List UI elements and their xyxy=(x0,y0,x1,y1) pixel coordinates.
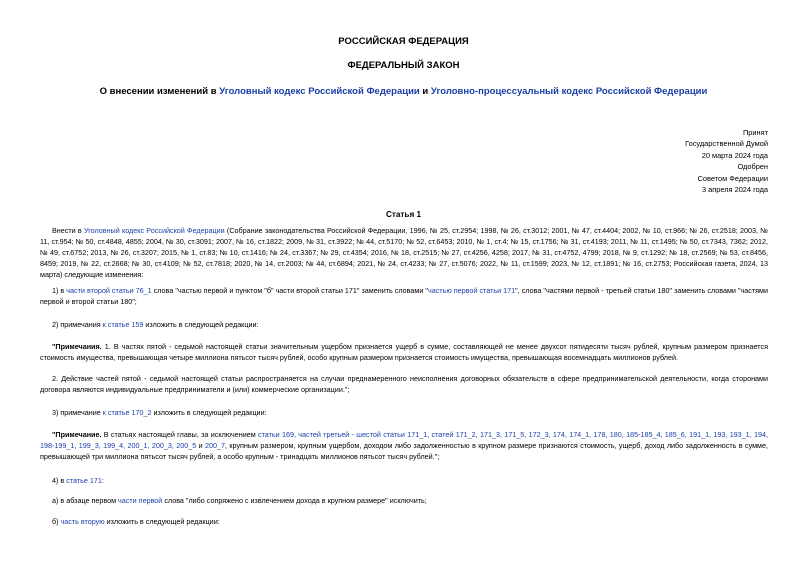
item-4b xyxy=(40,517,768,528)
adopted-by: Государственной Думой xyxy=(685,139,768,149)
item-3-text-2: изложить в следующей редакции: xyxy=(151,408,267,417)
item-4 xyxy=(40,476,768,487)
approved-date: 3 апреля 2024 года xyxy=(701,185,768,195)
item-1-text-2: слова "частью первой и пунктом "б" части второй статьи 171" заменить словами " xyxy=(151,286,428,295)
note-170-2 xyxy=(40,430,768,463)
adopted-date: 20 марта 2024 года xyxy=(701,150,768,160)
note-159-heading: "Примечания. xyxy=(52,342,102,351)
item-4a-text-2: слова "либо сопряжено с извлечением дохода в крупном размере" исключить; xyxy=(162,496,427,505)
title-mid: и xyxy=(419,86,431,97)
country-heading: РОССИЙСКАЯ ФЕДЕРАЦИЯ xyxy=(338,36,469,47)
note-170-2-text-3: , крупным размером, крупным ущербом, доходом либо задолженностью в крупном размере признаются стоимость, ущерб, доход либо задолженность в сумме, превышающей три миллиона пятьсот тысяч рублей, а особо крупным - тринадцать миллионов пятьсот тысяч рублей."; xyxy=(40,440,768,461)
intro-text-2: (Собрание законодательства Российской Федерации, 1996, № 25, ст.2954; 1998, № 26, ст.3012; 2001, № 47, ст.4404; 2002, № 10, ст.966; № 26, ст.2518; 2003, № 11, ст.954; № 50, ст.4848, 4855; 2004, № 30, ст.3091; 2007, № 16, ст.1822; 2009, № 31, ст.3922; № 44, ст.5170; № 52, ст.6453; 2010, № 1, ст.4; № 15, ст.1756; № 31, ст.4193; 2011, № 11, ст.1495; № 50, ст.7343, 7362; 2012, № 49, ст.6752; 2013, № 26, ст.3207; 2015, № 1, ст.83; № 10, ст.1416; № 24, ст.3367; № 29, ст.4354; 2016, № 18, ст.2515; № 27, ст.4256, 4258; 2017, № 31, ст.4752, 4799; 2018, № 9, ст.1292; № 18, ст.2569; № 53, ст.8456, 8459; 2019, № 22, ст.2668; № 30, ст.4109; № 52, ст.7818; 2020, № 14, ст.2003; № 44, ст.6894; 2021, № 24, ст.4233; № 27, ст.5076; 2022, № 11, ст.1599; 2023, № 12, ст.1891; № 16, ст.2753; Российская газета, 2024, 13 марта) следующие изменения: xyxy=(40,226,768,279)
note-159-1 xyxy=(40,342,768,364)
note-159-2-text: 2. Действие частей пятой - седьмой настоящей статьи распространяется на случаи преднамеренного неисполнения договорных обязательств в сфере предпринимательской деятельности, когда сторонами договора являются индивидуальные предприниматели и (или) коммерческие организации."; xyxy=(40,374,768,394)
law-title xyxy=(0,86,807,97)
item-3-link[interactable]: к статье 170_2 xyxy=(102,408,152,417)
item-1-text-3: ", слова "частями первой - третьей статьи 180" заменить словами "частями первой и второй статьи 180"; xyxy=(40,286,768,306)
note-159-1-text: 1. В частях пятой - седьмой настоящей статьи значительным ущербом признается ущерб в сумме, составляющей не менее двухсот пятидесяти тысяч рублей, крупным размером признается стоимость имущества, превышающая четыре миллиона пятьсот тысяч рублей, особо крупным размером признается стоимость имущества, превышающая восемнадцать миллионов рублей. xyxy=(40,342,768,362)
item-4b-text-2: изложить в следующей редакции: xyxy=(104,517,220,526)
note-170-2-text-2: и xyxy=(196,440,205,450)
note-159-2 xyxy=(40,374,768,396)
item-2-text-2: изложить в следующей редакции: xyxy=(143,320,259,329)
title-prefix: О внесении изменений в xyxy=(99,86,220,97)
note-170-2-link[interactable]: статьи 169, частей третьей - шестой статьи 171_1, статей 171_2, 171_3, 171_5, 172_3, 174, 174_1, 178, 180, 185-185_4, 185_6, 191_1, 193, 193_1, 194, 198-199_1, 199_3, 199_4, 200_1, 200_3, 200_5 xyxy=(40,430,768,450)
item-3 xyxy=(40,408,768,419)
intro-code-link[interactable]: Уголовный кодекс Российской Федерации xyxy=(83,226,225,235)
note-170-2-heading: "Примечание. xyxy=(52,430,102,439)
intro-text-1: Внести в xyxy=(52,226,84,235)
item-1-link-1[interactable]: части второй статьи 76_1 xyxy=(66,286,152,295)
item-2-text-1: 2) примечания xyxy=(52,320,103,329)
item-4b-text-1: б) xyxy=(52,517,61,526)
note-170-2-link-2[interactable]: 200_7 xyxy=(205,440,225,450)
note-170-2-text-1: В статьях настоящей главы, за исключением xyxy=(101,430,258,439)
adopted-label: Принят xyxy=(742,128,768,137)
item-4a-text-1: а) в абзаце первом xyxy=(52,496,119,505)
criminal-procedure-code-link[interactable]: Уголовно-процессуальный кодекс Российской Федерации xyxy=(430,86,708,97)
item-3-text-1: 3) примечание xyxy=(52,408,103,417)
item-4a-link[interactable]: части первой xyxy=(118,496,163,505)
item-4b-link[interactable]: часть вторую xyxy=(60,517,105,526)
item-2 xyxy=(40,320,768,331)
approved-by: Советом Федерации xyxy=(697,173,768,183)
law-type-heading: ФЕДЕРАЛЬНЫЙ ЗАКОН xyxy=(347,60,460,71)
item-4-link[interactable]: статье 171 xyxy=(66,476,102,485)
item-1-text-1: 1) в xyxy=(52,286,67,295)
approved-label: Одобрен xyxy=(737,162,768,172)
item-4-text-2: : xyxy=(101,476,104,485)
item-1 xyxy=(40,286,768,308)
item-4-text-1: 4) в xyxy=(52,476,67,485)
item-2-link[interactable]: к статье 159 xyxy=(102,320,144,329)
adoption-block xyxy=(685,127,768,195)
article-intro xyxy=(40,226,768,281)
item-4a xyxy=(40,496,768,507)
item-1-link-2[interactable]: частью первой статьи 171 xyxy=(427,286,516,295)
criminal-code-link[interactable]: Уголовный кодекс Российской Федерации xyxy=(219,86,420,97)
article-heading: Статья 1 xyxy=(385,210,422,219)
